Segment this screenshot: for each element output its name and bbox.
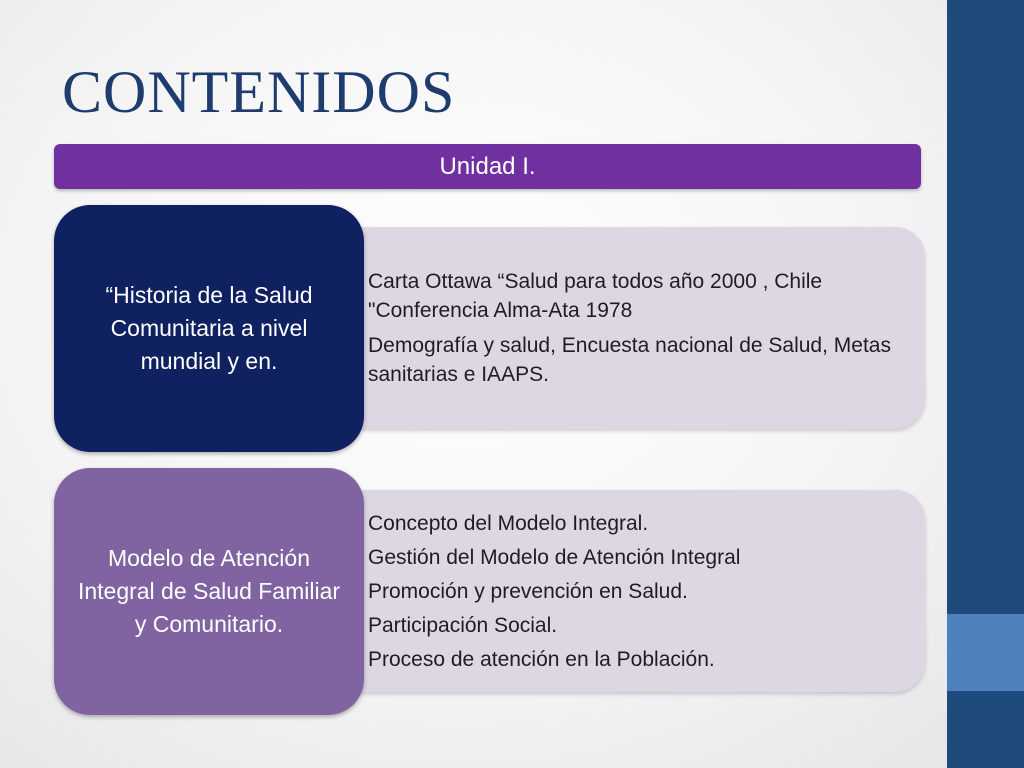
block-2-bullets (330, 490, 925, 692)
bullet-item: • Participación Social. (350, 611, 895, 640)
slide-title: CONTENIDOS (62, 59, 456, 125)
block-2-bullet-list (350, 509, 895, 674)
bullet-item: • Demografía y salud, Encuesta nacional de Salud, Metas sanitarias e IAAPS. (350, 331, 895, 389)
bullet-item: • Promoción y prevención en Salud. (350, 577, 895, 606)
unit-banner: Unidad I. (54, 144, 921, 189)
block-1-label-text: “Historia de la Salud Comunitaria a nivel mundial y en. (105, 282, 313, 374)
block-1-bullets (330, 227, 925, 429)
block-2-label (54, 468, 364, 715)
block-1-bullet-list (350, 267, 895, 389)
right-decor-accent (947, 614, 1024, 691)
block-1-label (54, 205, 364, 452)
bullet-item: • Gestión del Modelo de Atención Integral (350, 543, 895, 572)
bullet-item: • Carta Ottawa “Salud para todos año 2000 , Chile "Conferencia Alma-Ata 1978 (350, 267, 895, 325)
bullet-item: • Proceso de atención en la Población. (350, 645, 895, 674)
block-2-label-text: Modelo de Atención Integral de Salud Familiar y Comunitario. (77, 545, 341, 637)
bullet-item: • Concepto del Modelo Integral. (350, 509, 895, 538)
